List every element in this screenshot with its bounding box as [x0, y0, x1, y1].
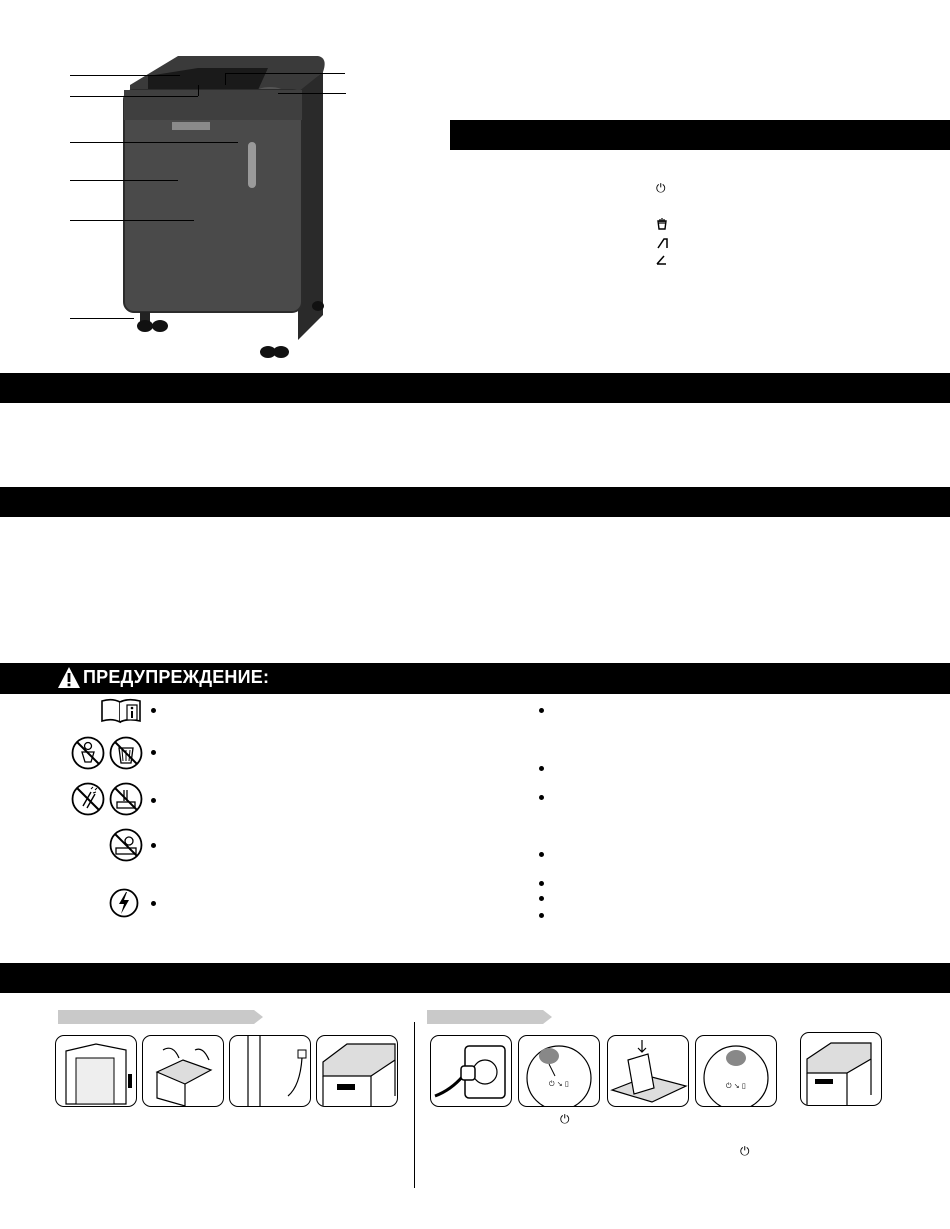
warning-bullet: [539, 708, 544, 713]
section-bar: [0, 373, 950, 403]
warning-bullet: [539, 881, 544, 886]
no-pets-icon: [109, 736, 143, 770]
warning-triangle-icon: [57, 666, 81, 689]
operation-step-arrow: [427, 1010, 553, 1024]
operation-panel-done: [800, 1032, 882, 1106]
operation-panel-plug-in: [430, 1035, 512, 1107]
read-manual-icon: [100, 698, 142, 724]
callout-line: [70, 96, 198, 97]
setup-step-arrow: [58, 1010, 264, 1024]
power-icon: ⏻: [656, 181, 666, 195]
no-hands-icon: [109, 782, 143, 816]
svg-text:⏻ ↘ ▯: ⏻ ↘ ▯: [726, 1082, 746, 1090]
warning-bullet: [151, 708, 156, 713]
power-icon: ⏻: [740, 1144, 750, 1158]
warning-bullet: [151, 750, 156, 755]
callout-line: [278, 93, 346, 94]
warning-bullet: [151, 798, 156, 803]
warning-bullet: [151, 843, 156, 848]
warning-bullet: [539, 896, 544, 901]
callout-line: [225, 73, 226, 85]
svg-text:⏻ ↘ ▯: ⏻ ↘ ▯: [549, 1080, 569, 1088]
no-aerosol-icon: [71, 782, 105, 816]
column-divider: [414, 1022, 415, 1188]
setup-panel-ready: [316, 1035, 398, 1107]
setup-panel-remove-packing: [142, 1035, 224, 1107]
no-hair-icon: [109, 828, 143, 862]
callout-line: [70, 75, 180, 76]
warning-bullet: [539, 852, 544, 857]
warning-bullet: [539, 795, 544, 800]
no-children-icon: [71, 736, 105, 770]
callout-line: [70, 180, 178, 181]
callout-line: [70, 220, 194, 221]
callout-line: [198, 85, 199, 96]
operation-panel-feed-paper: [607, 1035, 689, 1107]
section-bar: [0, 963, 950, 993]
warning-title: ПРЕДУПРЕЖДЕНИЕ:: [83, 667, 270, 687]
door-open-icon: [656, 236, 668, 266]
operation-panel-press-power: [518, 1035, 600, 1107]
callout-line: [70, 318, 134, 319]
callout-line: [225, 73, 345, 74]
warning-bullet: [539, 913, 544, 918]
warning-bullet: [539, 766, 544, 771]
electric-shock-icon: [109, 888, 139, 918]
controls-header-bar: [450, 120, 950, 150]
setup-panel-open-door: [55, 1035, 137, 1107]
callout-line: [70, 142, 238, 143]
setup-panel-close-door: [229, 1035, 311, 1107]
operation-panel-reverse: [695, 1035, 777, 1107]
power-icon: ⏻: [560, 1112, 570, 1126]
section-bar: [0, 487, 950, 517]
bin-full-icon: [657, 218, 667, 230]
warning-bullet: [151, 901, 156, 906]
